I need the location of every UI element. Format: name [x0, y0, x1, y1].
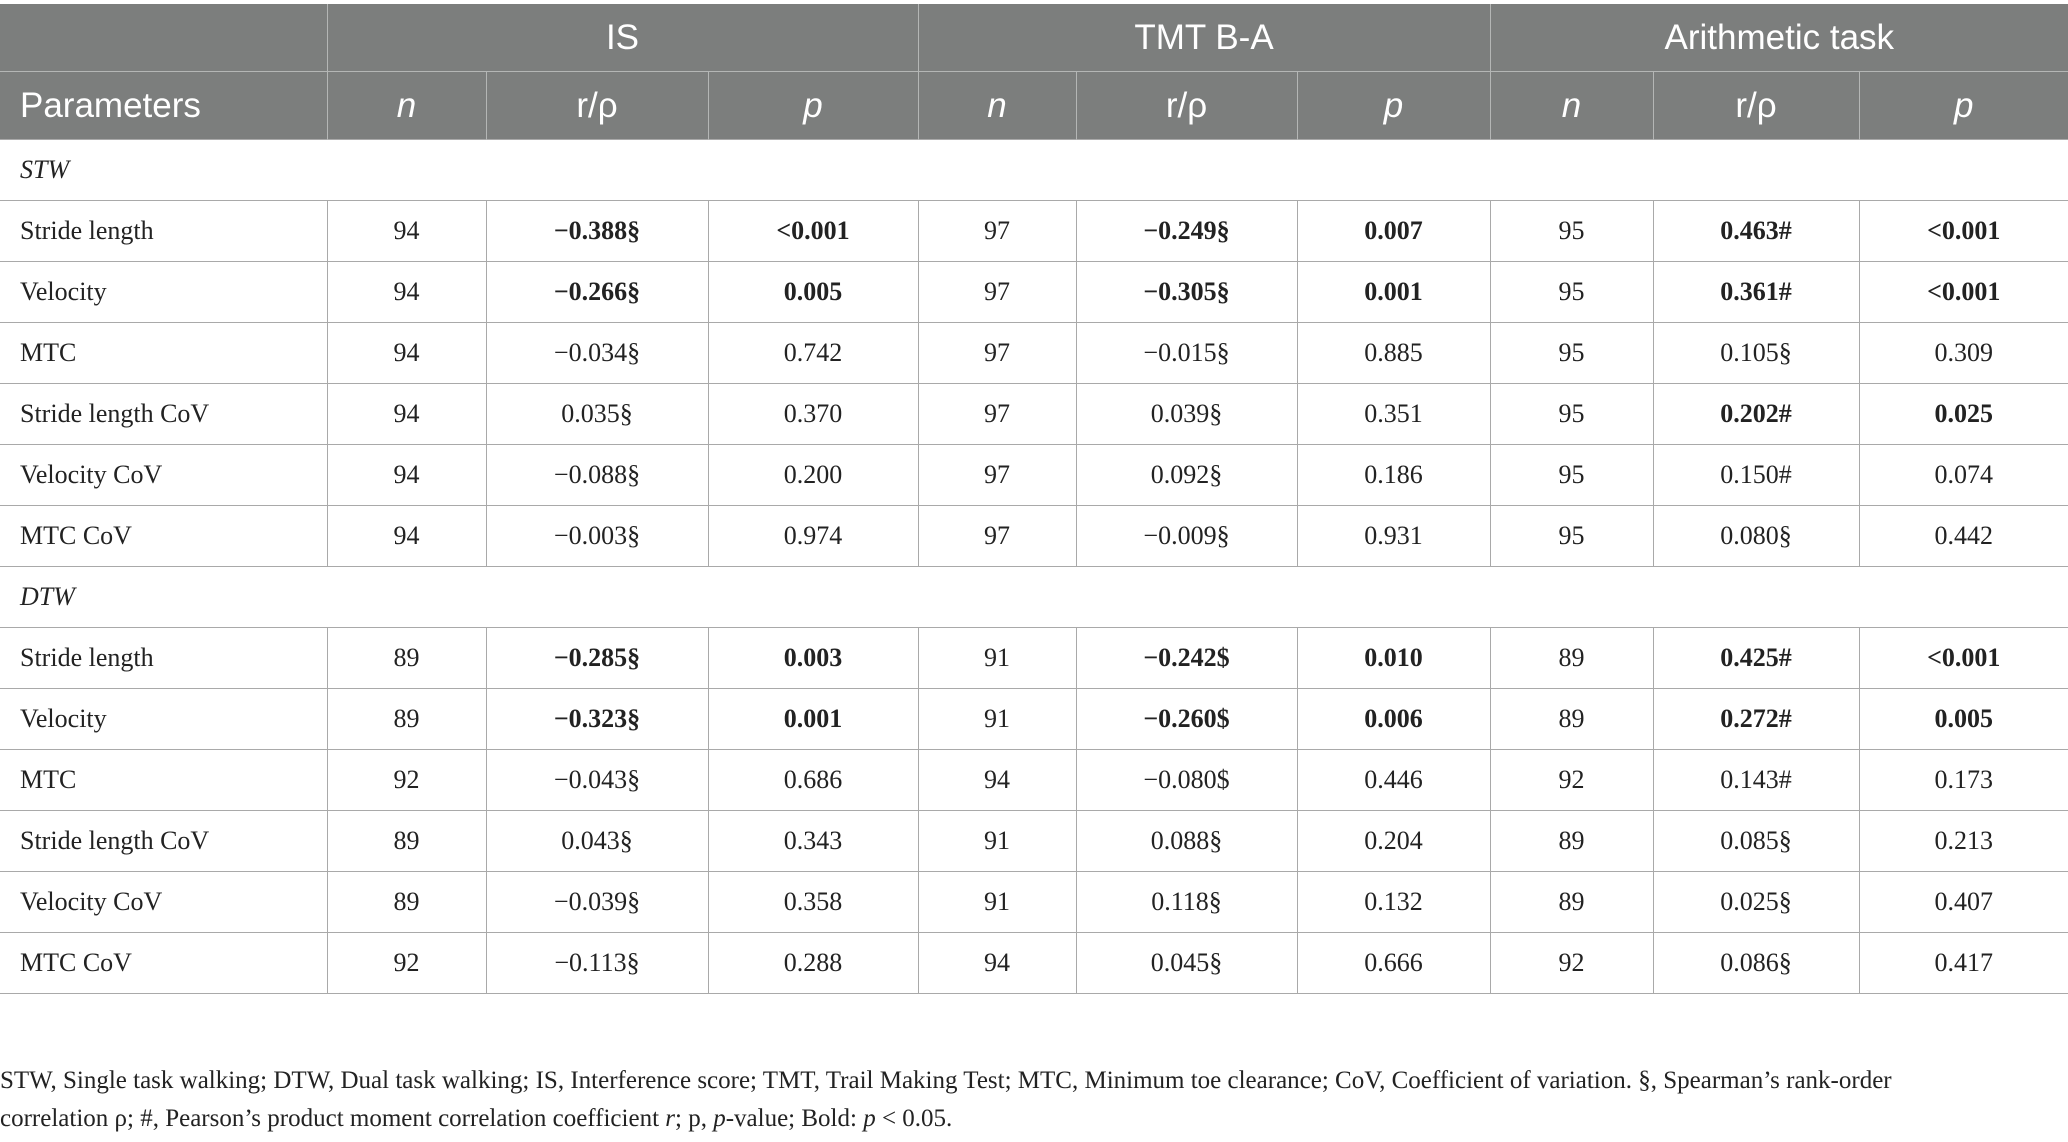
footnote-text: ; p,: [675, 1105, 714, 1132]
section-row: [0, 140, 2068, 201]
footnote-text: < 0.05.: [875, 1105, 953, 1132]
parameter-cell: Velocity CoV: [0, 872, 327, 933]
cell-is-p: 0.001: [708, 689, 918, 750]
cell-arith-r: 0.086§: [1653, 933, 1859, 994]
cell-tmt-p: 0.885: [1297, 323, 1490, 384]
cell-tmt-n: 94: [918, 750, 1076, 811]
section-label: DTW: [0, 567, 2068, 628]
table-body: [0, 140, 2068, 994]
footnote-italic: r: [665, 1105, 676, 1132]
column-header-parameters: Parameters: [0, 72, 327, 140]
cell-is-n: 92: [327, 933, 486, 994]
cell-is-p: 0.358: [708, 872, 918, 933]
cell-arith-n: 89: [1490, 689, 1653, 750]
footnote-italic: p: [713, 1105, 726, 1132]
cell-is-p: 0.003: [708, 628, 918, 689]
cell-arith-p: 0.407: [1859, 872, 2068, 933]
parameter-cell: MTC: [0, 323, 327, 384]
column-header-n: n: [327, 72, 486, 140]
cell-arith-p: 0.417: [1859, 933, 2068, 994]
cell-tmt-r: 0.088§: [1076, 811, 1297, 872]
column-header-r-rho: r/ρ: [1076, 72, 1297, 140]
parameter-cell: MTC CoV: [0, 506, 327, 567]
cell-tmt-n: 97: [918, 445, 1076, 506]
cell-is-n: 89: [327, 628, 486, 689]
cell-is-p: 0.370: [708, 384, 918, 445]
cell-is-n: 89: [327, 811, 486, 872]
cell-tmt-p: 0.204: [1297, 811, 1490, 872]
cell-arith-r: 0.105§: [1653, 323, 1859, 384]
table-row: [0, 689, 2068, 750]
cell-tmt-p: 0.010: [1297, 628, 1490, 689]
cell-arith-r: 0.463#: [1653, 201, 1859, 262]
cell-is-n: 89: [327, 872, 486, 933]
cell-arith-r: 0.425#: [1653, 628, 1859, 689]
cell-tmt-r: −0.249§: [1076, 201, 1297, 262]
cell-tmt-n: 97: [918, 323, 1076, 384]
cell-arith-p: 0.005: [1859, 689, 2068, 750]
cell-tmt-n: 91: [918, 811, 1076, 872]
cell-tmt-p: 0.931: [1297, 506, 1490, 567]
cell-arith-r: 0.202#: [1653, 384, 1859, 445]
cell-is-n: 92: [327, 750, 486, 811]
header-blank-cell: [0, 4, 327, 72]
cell-arith-p: 0.309: [1859, 323, 2068, 384]
cell-arith-p: <0.001: [1859, 201, 2068, 262]
cell-arith-p: <0.001: [1859, 628, 2068, 689]
cell-arith-r: 0.272#: [1653, 689, 1859, 750]
cell-arith-n: 89: [1490, 811, 1653, 872]
cell-tmt-p: 0.446: [1297, 750, 1490, 811]
footnote-line-2: [0, 1100, 2050, 1138]
cell-is-r: −0.323§: [486, 689, 708, 750]
cell-tmt-n: 97: [918, 262, 1076, 323]
column-header-n: n: [1490, 72, 1653, 140]
cell-arith-n: 95: [1490, 323, 1653, 384]
cell-tmt-r: 0.092§: [1076, 445, 1297, 506]
parameter-cell: Stride length CoV: [0, 384, 327, 445]
table-row: [0, 201, 2068, 262]
cell-arith-p: 0.173: [1859, 750, 2068, 811]
table-row: [0, 384, 2068, 445]
cell-tmt-n: 94: [918, 933, 1076, 994]
cell-is-n: 94: [327, 323, 486, 384]
cell-arith-r: 0.080§: [1653, 506, 1859, 567]
cell-tmt-n: 97: [918, 201, 1076, 262]
cell-is-p: 0.742: [708, 323, 918, 384]
table-row: [0, 872, 2068, 933]
cell-tmt-r: −0.260$: [1076, 689, 1297, 750]
parameter-cell: Stride length CoV: [0, 811, 327, 872]
parameter-cell: Stride length: [0, 628, 327, 689]
cell-is-p: 0.005: [708, 262, 918, 323]
cell-is-r: −0.003§: [486, 506, 708, 567]
parameter-cell: MTC CoV: [0, 933, 327, 994]
table-row: [0, 750, 2068, 811]
cell-tmt-n: 97: [918, 384, 1076, 445]
cell-tmt-r: −0.009§: [1076, 506, 1297, 567]
column-header-p: p: [1859, 72, 2068, 140]
cell-tmt-r: 0.039§: [1076, 384, 1297, 445]
cell-arith-r: 0.025§: [1653, 872, 1859, 933]
cell-is-r: −0.113§: [486, 933, 708, 994]
cell-is-n: 94: [327, 445, 486, 506]
cell-tmt-r: −0.080$: [1076, 750, 1297, 811]
group-header-row: [0, 4, 2068, 72]
column-header-p: p: [708, 72, 918, 140]
table-row: [0, 445, 2068, 506]
group-header-tmt: TMT B-A: [918, 4, 1490, 72]
cell-is-n: 94: [327, 201, 486, 262]
cell-tmt-n: 91: [918, 689, 1076, 750]
cell-arith-n: 95: [1490, 506, 1653, 567]
cell-arith-p: 0.213: [1859, 811, 2068, 872]
parameter-cell: Velocity: [0, 689, 327, 750]
cell-is-p: 0.343: [708, 811, 918, 872]
cell-arith-n: 95: [1490, 262, 1653, 323]
cell-tmt-n: 91: [918, 872, 1076, 933]
group-header-is: IS: [327, 4, 918, 72]
column-header-r-rho: r/ρ: [486, 72, 708, 140]
parameter-cell: Velocity: [0, 262, 327, 323]
cell-tmt-p: 0.006: [1297, 689, 1490, 750]
column-header-r-rho: r/ρ: [1653, 72, 1859, 140]
section-label: STW: [0, 140, 2068, 201]
cell-is-r: −0.039§: [486, 872, 708, 933]
cell-is-r: 0.043§: [486, 811, 708, 872]
cell-arith-r: 0.150#: [1653, 445, 1859, 506]
table-row: [0, 506, 2068, 567]
group-header-arithmetic: Arithmetic task: [1490, 4, 2068, 72]
cell-arith-r: 0.085§: [1653, 811, 1859, 872]
cell-arith-n: 89: [1490, 628, 1653, 689]
cell-tmt-r: −0.015§: [1076, 323, 1297, 384]
cell-tmt-r: −0.305§: [1076, 262, 1297, 323]
cell-is-n: 94: [327, 262, 486, 323]
cell-arith-n: 95: [1490, 445, 1653, 506]
cell-tmt-r: 0.045§: [1076, 933, 1297, 994]
cell-tmt-r: −0.242$: [1076, 628, 1297, 689]
column-header-n: n: [918, 72, 1076, 140]
cell-tmt-p: 0.666: [1297, 933, 1490, 994]
cell-is-n: 94: [327, 506, 486, 567]
cell-is-r: −0.266§: [486, 262, 708, 323]
cell-tmt-n: 91: [918, 628, 1076, 689]
column-header-row: [0, 72, 2068, 140]
cell-is-n: 94: [327, 384, 486, 445]
cell-arith-n: 89: [1490, 872, 1653, 933]
table-row: [0, 323, 2068, 384]
cell-is-r: −0.285§: [486, 628, 708, 689]
cell-arith-p: 0.074: [1859, 445, 2068, 506]
footnote-italic: p: [863, 1105, 876, 1132]
table-row: [0, 628, 2068, 689]
parameter-cell: Velocity CoV: [0, 445, 327, 506]
footnote-text: correlation ρ; #, Pearson’s product moment correlation coefficient: [0, 1105, 666, 1132]
column-header-p: p: [1297, 72, 1490, 140]
cell-is-r: −0.043§: [486, 750, 708, 811]
cell-arith-n: 95: [1490, 201, 1653, 262]
cell-arith-n: 92: [1490, 933, 1653, 994]
cell-tmt-p: 0.351: [1297, 384, 1490, 445]
cell-arith-r: 0.143#: [1653, 750, 1859, 811]
cell-tmt-p: 0.001: [1297, 262, 1490, 323]
cell-is-r: −0.088§: [486, 445, 708, 506]
table-row: [0, 811, 2068, 872]
cell-arith-p: 0.025: [1859, 384, 2068, 445]
cell-is-p: 0.974: [708, 506, 918, 567]
cell-is-p: <0.001: [708, 201, 918, 262]
cell-tmt-n: 97: [918, 506, 1076, 567]
cell-arith-p: <0.001: [1859, 262, 2068, 323]
footnote-line-1: STW, Single task walking; DTW, Dual task walking; IS, Interference score; TMT, Trail Making Test; MTC, Minimum toe clearance; CoV, Coefficient of variation. §, Spearman’s rank-order: [0, 1067, 1892, 1094]
cell-is-p: 0.288: [708, 933, 918, 994]
correlation-table: [0, 4, 2068, 994]
cell-is-n: 89: [327, 689, 486, 750]
cell-is-r: −0.034§: [486, 323, 708, 384]
table-row: [0, 262, 2068, 323]
cell-arith-n: 92: [1490, 750, 1653, 811]
cell-tmt-r: 0.118§: [1076, 872, 1297, 933]
cell-is-p: 0.200: [708, 445, 918, 506]
footnote-text: -value; Bold:: [725, 1105, 864, 1132]
cell-arith-r: 0.361#: [1653, 262, 1859, 323]
table-footnote: [0, 1062, 2050, 1138]
cell-tmt-p: 0.132: [1297, 872, 1490, 933]
cell-is-r: −0.388§: [486, 201, 708, 262]
cell-tmt-p: 0.007: [1297, 201, 1490, 262]
parameter-cell: MTC: [0, 750, 327, 811]
parameter-cell: Stride length: [0, 201, 327, 262]
cell-tmt-p: 0.186: [1297, 445, 1490, 506]
cell-is-p: 0.686: [708, 750, 918, 811]
table-row: [0, 933, 2068, 994]
cell-is-r: 0.035§: [486, 384, 708, 445]
section-row: [0, 567, 2068, 628]
cell-arith-p: 0.442: [1859, 506, 2068, 567]
cell-arith-n: 95: [1490, 384, 1653, 445]
